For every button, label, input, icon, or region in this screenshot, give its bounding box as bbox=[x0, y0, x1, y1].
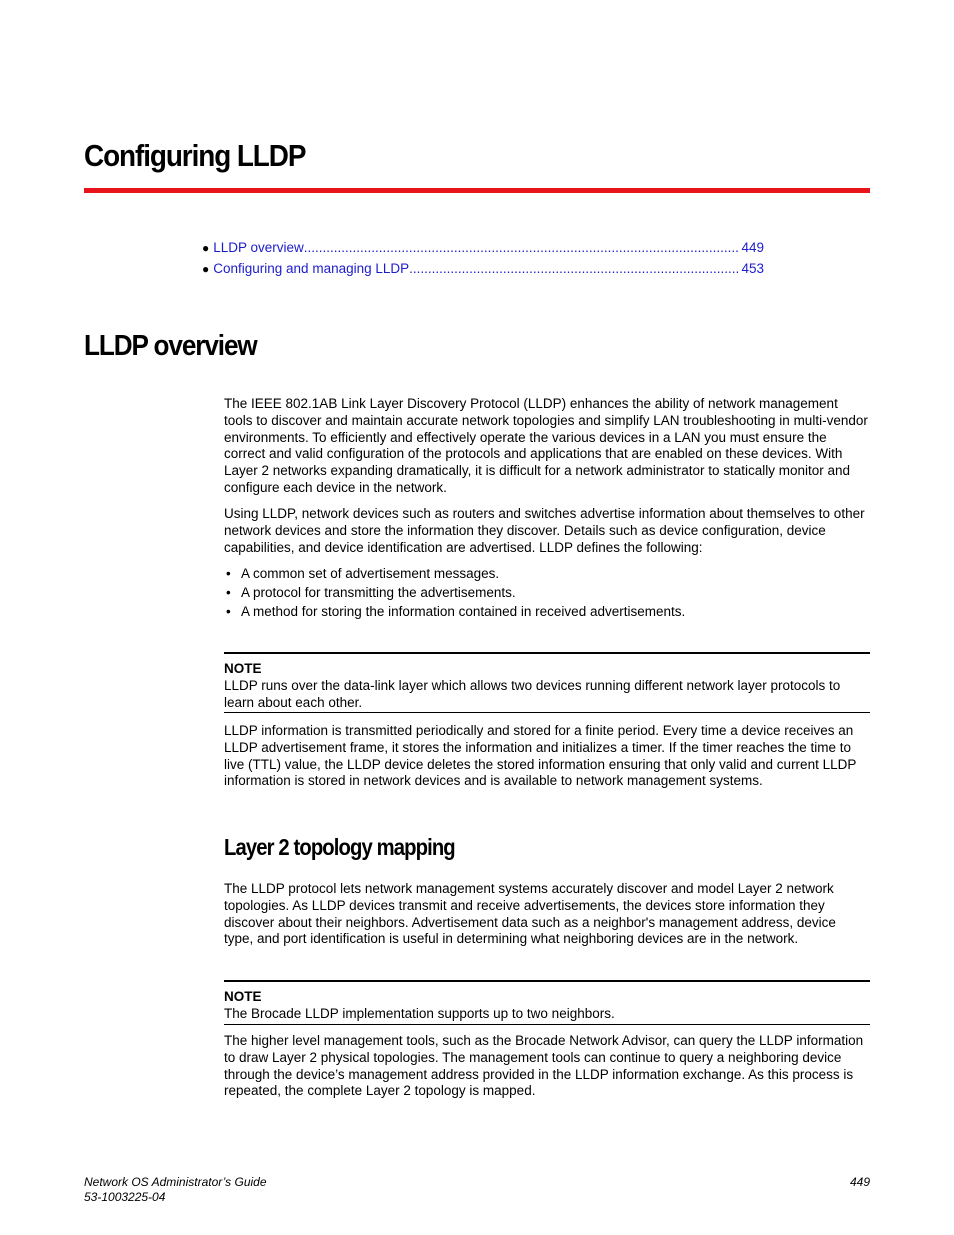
chapter-title: Configuring LLDP bbox=[84, 138, 306, 173]
mini-toc bbox=[202, 240, 764, 282]
list-item-text: A protocol for transmitting the advertisements. bbox=[241, 585, 516, 600]
list-item bbox=[224, 584, 864, 603]
section-heading-lldp-overview: LLDP overview bbox=[84, 330, 257, 362]
note-label: NOTE bbox=[224, 989, 262, 1004]
list-item bbox=[224, 565, 864, 584]
footer-doc-number: 53-1003225-04 bbox=[84, 1190, 166, 1204]
list-item-text: A common set of advertisement messages. bbox=[241, 566, 500, 581]
toc-entry[interactable] bbox=[202, 261, 764, 282]
toc-link-lldp-overview[interactable]: LLDP overview bbox=[213, 240, 304, 255]
bullet-list bbox=[224, 565, 864, 622]
subsection-heading-layer2-topology: Layer 2 topology mapping bbox=[224, 834, 455, 860]
body-paragraph: Using LLDP, network devices such as routers and switches advertise information about themselves to other network devices and store the information they discover. Details such as device configuration, device capabilities, and device identification are advertised. LLDP defines the following: bbox=[224, 506, 865, 555]
chapter-title-rule bbox=[84, 188, 870, 193]
list-item-text: A method for storing the information contained in received advertisements. bbox=[241, 604, 686, 619]
note-text: LLDP runs over the data-link layer which allows two devices running different network layer protocols to learn about each other. bbox=[224, 677, 841, 710]
note-label: NOTE bbox=[224, 661, 262, 676]
toc-leader-dots bbox=[409, 261, 739, 276]
toc-entry[interactable] bbox=[202, 240, 764, 261]
footer-guide-title: Network OS Administrator’s Guide bbox=[84, 1175, 267, 1189]
body-paragraph: LLDP information is transmitted periodically and stored for a finite period. Every time a device receives an LLDP advertisement frame, it stores the information and initializes a timer. If the timer reaches the time to live (TTL) value, the LLDP device deletes the stored information ensuring that only valid and current LLDP information is stored in network devices and is available to network management systems. bbox=[224, 723, 857, 789]
footer-page-number: 449 bbox=[849, 1175, 870, 1189]
toc-bullet: ● bbox=[202, 241, 210, 255]
bullet-dot: • bbox=[226, 585, 231, 600]
toc-page-number[interactable]: 449 bbox=[741, 240, 764, 255]
note-box bbox=[224, 652, 870, 713]
body-paragraph: The LLDP protocol lets network management systems accurately discover and model Layer 2 network topologies. As LLDP devices transmit and receive advertisements, the devices store information they discover about their neighbors. Advertisement data such as a neighbor's management address, device type, and port identification is useful in determining what neighboring devices are in the network. bbox=[224, 881, 836, 947]
list-item bbox=[224, 603, 864, 622]
body-paragraph: The IEEE 802.1AB Link Layer Discovery Protocol (LLDP) enhances the ability of network management tools to discover and maintain accurate network topologies and simplify LAN troubleshooting in multi-vendor environments. To efficiently and effectively operate the various devices in a LAN you must ensure the correct and valid configuration of the protocols and applications that are enabled on these devices. With Layer 2 networks expanding dramatically, it is difficult for a network administrator to statically monitor and configure each device in the network. bbox=[224, 396, 868, 495]
note-text: The Brocade LLDP implementation supports up to two neighbors. bbox=[224, 1005, 615, 1021]
bullet-dot: • bbox=[226, 604, 231, 619]
toc-leader-dots bbox=[304, 240, 740, 255]
bullet-dot: • bbox=[226, 566, 231, 581]
toc-bullet: ● bbox=[202, 262, 210, 276]
page-footer-right bbox=[850, 1175, 870, 1190]
body-paragraph: The higher level management tools, such as the Brocade Network Advisor, can query the LLDP information to draw Layer 2 physical topologies. The management tools can continue to query a neighboring device through the device’s management address provided in the LLDP information exchange. As this process is repeated, the complete Layer 2 topology is mapped. bbox=[224, 1033, 864, 1099]
toc-page-number[interactable]: 453 bbox=[741, 261, 764, 276]
page-footer-left bbox=[84, 1175, 267, 1205]
toc-link-configuring-managing-lldp[interactable]: Configuring and managing LLDP bbox=[213, 261, 410, 276]
note-box bbox=[224, 980, 870, 1025]
